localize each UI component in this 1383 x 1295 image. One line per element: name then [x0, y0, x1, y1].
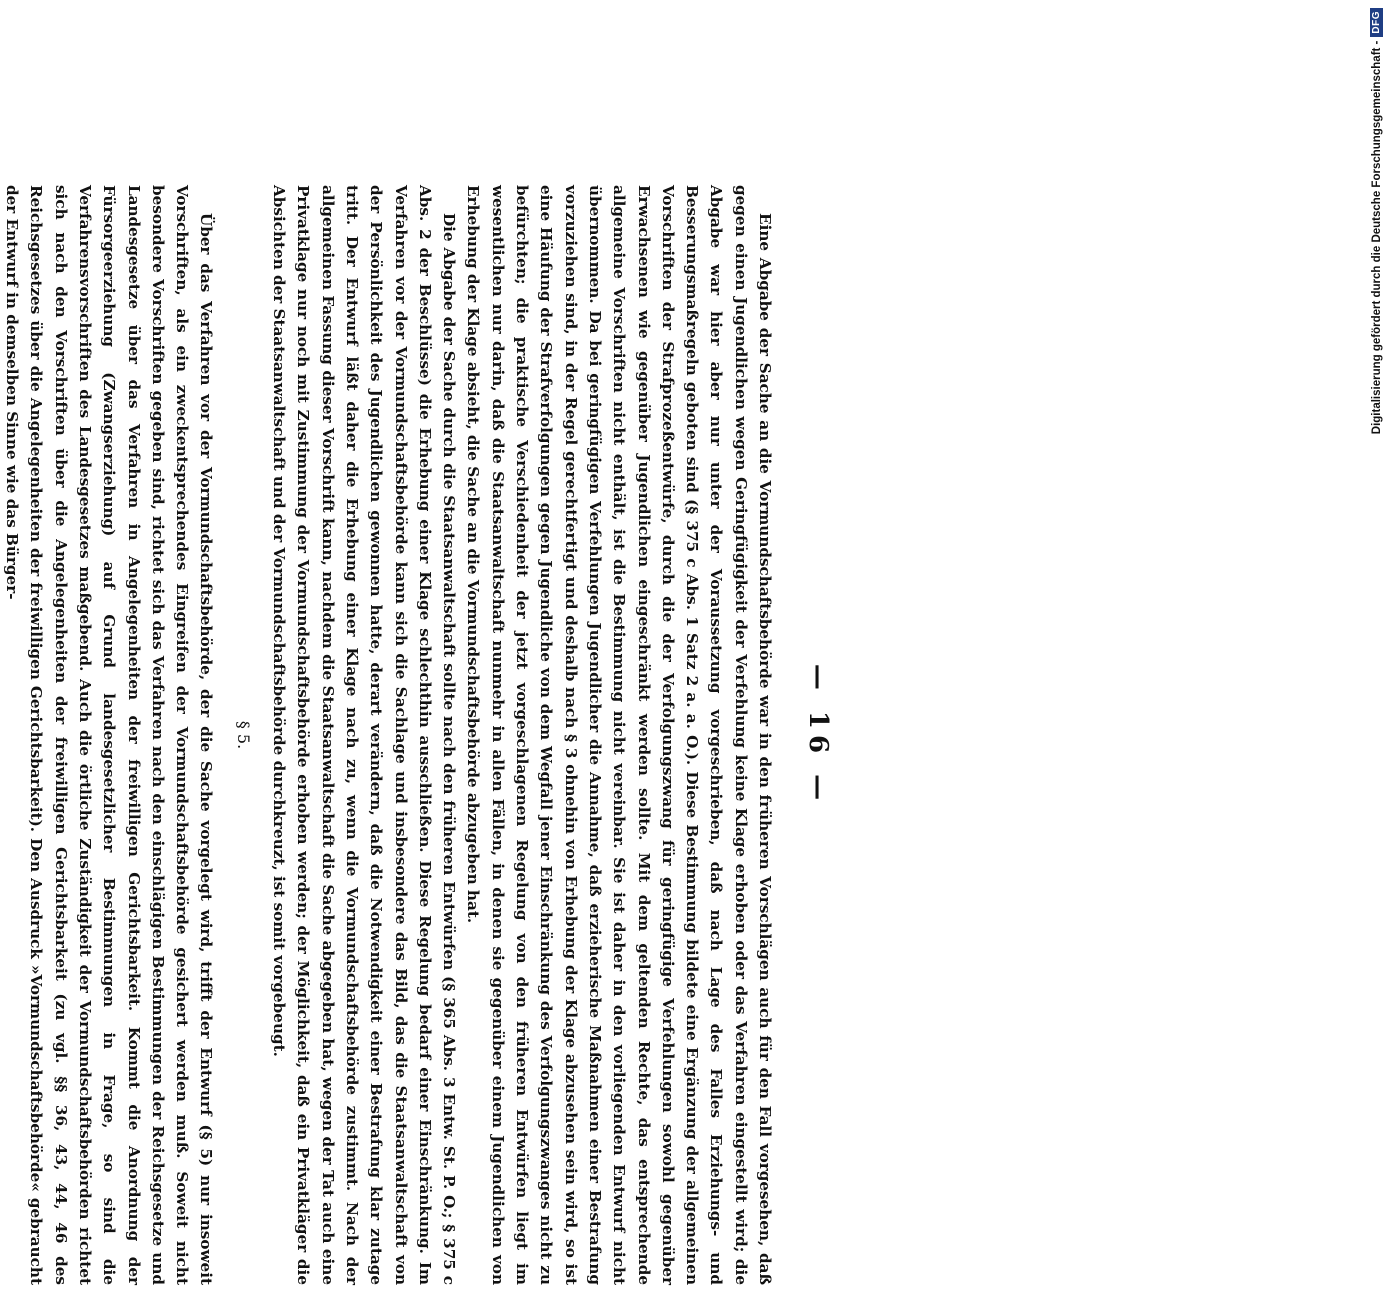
section-heading: § 5. [233, 720, 253, 750]
paragraph: Eine Abgabe der Sache an die Vormundschaftsbehörde war in den früheren Vorschlägen auch für den Fall vorgesehen, daß gegen einen Jugendlichen wegen Geringfügigkeit der Verfehlung keine Klage erhoben oder das Verfahren eingestellt wird; die Abgabe war hier aber nur unter der Voraussetzung vorgeschrieben, daß nach Lage des Falles Erziehungs- und Besserungsmaßregeln geboten sind (§ 375 c Abs. 1 Satz 2 a. a. O.). Diese Bestimmung bildete eine Ergänzung der allgemeinen Vorschriften der Strafprozeßentwürfe, durch die der Verfolgungszwang für geringfügige Verfehlungen sowohl gegenüber Erwachsenen wie gegenüber Jugendlichen eingeschränkt werden sollte. Mit dem geltenden Rechte, das entsprechende allgemeine Vorschriften nicht enthält, ist die Bestimmung nicht vereinbar. Sie ist daher in den vorliegenden Entwurf nicht übernommen. Da bei geringfügigen Verfehlungen Jugendlicher die Annahme, daß erzieherische Maßnahmen einer Bestrafung vorzuziehen sind, in der Regel gerechtfertigt und deshalb nach § 3 ohnehin von Erhebung der Klage abzusehen sein wird, so ist eine Häufung der Strafverfolgungen gegen Jugendliche von dem Wegfall jener Einschränkung des Verfolgungszwanges nicht zu befürchten; die praktische Verschiedenheit der jetzt vorgeschlagenen Regelung von den früheren Entwürfen liegt im wesentlichen nur darin, daß die Staatsanwaltschaft nunmehr in allen Fällen, in denen sie gegenüber einem Jugendlichen von Erhebung der Klage absieht, die Sache an die Vormundschaftsbehörde abzugeben hat. [464, 185, 774, 1285]
dfg-logo: DFG [1370, 8, 1383, 37]
digitization-credit [1366, 8, 1383, 993]
paragraph: Über das Verfahren vor der Vormundschaftsbehörde, der die Sache vorgelegt wird, trifft der Entwurf (§ 5) nur insoweit Vorschriften, als ein zweckentsprechendes Eingreifen der Vormundschaftsbehörde gesichert werden muß. Soweit nicht besondere Vorschriften gegeben sind, richtet sich das Verfahren nach den einschlägigen Bestimmungen der Reichsgesetze und Landesgesetze über das Verfahren in Angelegenheiten der freiwilligen Gerichtsbarkeit. Kommt die Anordnung der Fürsorgeerziehung (Zwangserziehung) auf Grund landesgesetzlicher Bestimmungen in Frage, so sind die Verfahrensvorschriften des Landesgesetzes maßgebend. Auch die örtliche Zuständigkeit der Vormundschaftsbehörden richtet sich nach den Vorschriften über die Angelegenheiten der freiwilligen Gerichtsbarkeit (zu vgl. §§ 36, 43, 44, 46 des Reichsgesetzes über die Angelegenheiten der freiwilligen Gerichtsbarkeit). Den Ausdruck »Vormundschaftsbehörde« gebraucht der Entwurf in demselben Sinne wie das Bürger- [3, 185, 216, 1285]
body-text [0, 185, 777, 1285]
credit-line [1366, 8, 1383, 993]
page-content [3, 175, 835, 1295]
credit-text: Digitalisierung gefördert durch die Deutsche Forschungsgemeinschaft - [1371, 40, 1383, 435]
paragraph: Die Abgabe der Sache durch die Staatsanwaltschaft sollte nach den früheren Entwürfen (§ 365 Abs. 3 Entw. St. P. O.; § 375 c Abs. 2 der Beschlüsse) die Erhebung einer Klage schlechthin ausschließen. Diese Regelung bedarf einer Einschränkung. Im Verfahren vor der Vormundschaftsbehörde kann sich die Sachlage und insbesondere das Bild, das die Staatsanwaltschaft von der Persönlichkeit des Jugendlichen gewonnen hatte, derart verändern, daß die Notwendigkeit einer Bestrafung klar zutage tritt. Der Entwurf läßt daher die Erhebung einer Klage nach zu, wenn die Vormundschaftsbehörde zustimmt. Nach der allgemeinen Fassung dieser Vorschrift kann, nachdem die Staatsanwaltschaft die Sache abgegeben hat, wegen der Tat auch eine Privatklage nur noch mit Zustimmung der Vormundschaftsbehörde erhoben werden; der Möglichkeit, daß ein Privatkläger die Absichten der Staatsanwaltschaft und der Vormundschaftsbehörde durchkreuzt, ist somit vorgebeugt. [270, 185, 459, 1285]
rotated-page-content [0, 175, 835, 1285]
page-number-header: — 16 — [803, 663, 833, 807]
